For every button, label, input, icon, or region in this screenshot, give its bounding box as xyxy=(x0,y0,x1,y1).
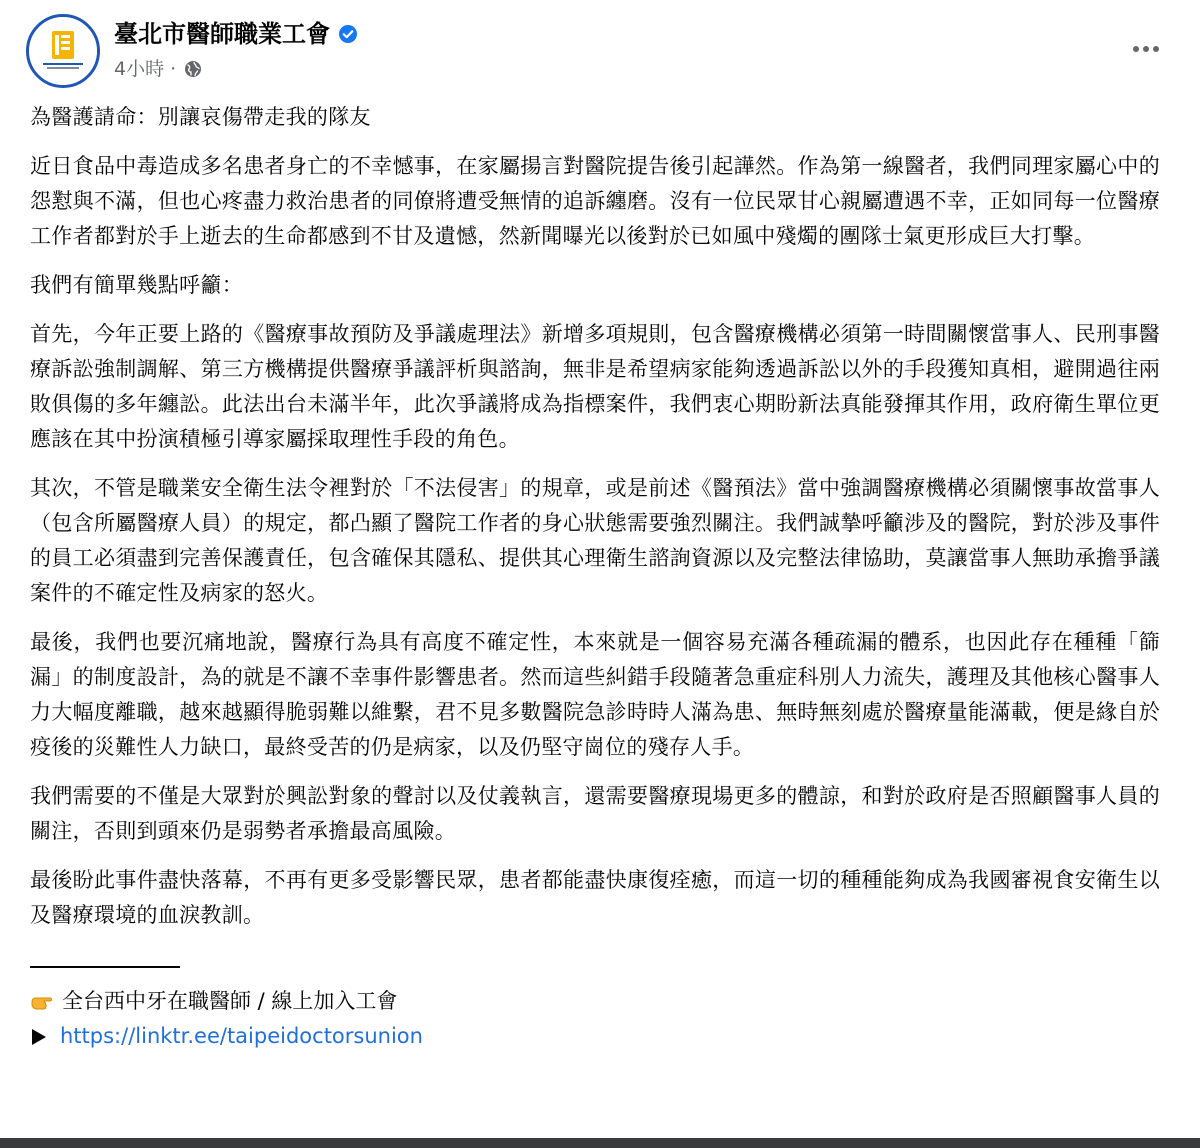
post-paragraph: 我們需要的不僅是大眾對於興訟對象的聲討以及仗義執言，還需要醫療現場更多的體諒，和對於政府是否照顧醫事人員的關注，否則到頭來仍是弱勢者承擔最高風險。 xyxy=(30,784,1160,843)
verified-badge-icon xyxy=(338,24,358,44)
divider-bar xyxy=(30,966,180,968)
post-paragraph: 最後盼此事件盡快落幕，不再有更多受影響民眾，患者都能盡快康復痊癒，而這一切的種種能夠成為我國審視食安衛生以及醫療環境的血淚教訓。 xyxy=(30,868,1160,927)
join-line xyxy=(30,984,1160,1019)
link-line xyxy=(30,1019,1160,1054)
linktree-link[interactable]: https://linktr.ee/taipeidoctorsunion xyxy=(60,1024,423,1048)
more-dot xyxy=(1133,46,1139,52)
post-content xyxy=(30,100,1160,1054)
play-triangle-icon xyxy=(32,1029,46,1045)
join-text: 全台西中牙在職醫師 / 線上加入工會 xyxy=(62,989,398,1013)
post-paragraph: 其次，不管是職業安全衛生法令裡對於「不法侵害」的規章，或是前述《醫預法》當中強調醫療機構必須關懷事故當事人（包含所屬醫療人員）的規定，都凸顯了醫院工作者的身心狀態需要強烈關注。我們誠摯呼籲涉及的醫院，對於涉及事件的員工必須盡到完善保護責任，包含確保其隱私、提供其心理衛生諮詢資源以及完整法律協助，莫讓當事人無助承擔爭議案件的不確定性及病家的怒火。 xyxy=(30,476,1160,605)
more-options-button[interactable] xyxy=(1128,34,1164,64)
post-timestamp[interactable]: 4小時 xyxy=(114,58,165,80)
page-name-link[interactable]: 臺北市醫師職業工會 xyxy=(114,20,330,48)
post-paragraph: 最後，我們也要沉痛地說，醫療行為具有高度不確定性，本來就是一個容易充滿各種疏漏的體系，也因此存在種種「篩漏」的制度設計，為的就是不讓不幸事件影響患者。然而這些糾錯手段隨著急重症科別人力流失，護理及其他核心醫事人力大幅度離職，越來越顯得脆弱難以維繫，君不見多數醫院急診時時人滿為患、無時無刻處於醫療量能滿載，便是緣自於疫後的災難性人力缺口，最終受苦的仍是病家，以及仍堅守崗位的殘存人手。 xyxy=(30,630,1160,759)
more-dot xyxy=(1153,46,1159,52)
pointing-hand-icon xyxy=(30,990,58,1014)
post-paragraph: 我們有簡單幾點呼籲： xyxy=(30,273,243,297)
divider xyxy=(30,949,1160,984)
post-paragraph: 近日食品中毒造成多名患者身亡的不幸憾事，在家屬揚言對醫院提告後引起譁然。作為第一線醫者，我們同理家屬心中的怨懟與不滿，但也心疼盡力救治患者的同僚將遭受無情的追訴纏磨。沒有一位民眾甘心親屬遭遇不幸，正如同每一位醫療工作者都對於手上逝去的生命都感到不甘及遺憾，然新聞曝光以後對於已如風中殘燭的團隊士氣更形成巨大打擊。 xyxy=(30,154,1160,248)
post-meta xyxy=(114,56,202,82)
globe-icon[interactable] xyxy=(184,60,202,78)
more-dot xyxy=(1143,46,1149,52)
page-avatar[interactable] xyxy=(26,14,100,88)
post-paragraph: 首先，今年正要上路的《醫療事故預防及爭議處理法》新增多項規則，包含醫療機構必須第一時間關懷當事人、民刑事醫療訴訟強制調解、第三方機構提供醫療爭議評析與諮詢，無非是希望病家能夠透過訴訟以外的手段獲知真相，避開過往兩敗俱傷的多年纏訟。此法出台未滿半年，此次爭議將成為指標案件，我們衷心期盼新法真能發揮其作用，政府衛生單位更應該在其中扮演積極引導家屬採取理性手段的角色。 xyxy=(30,322,1160,451)
union-logo-icon xyxy=(29,17,97,85)
bottom-edge-bar xyxy=(0,1138,1200,1148)
post-title: 為醫護請命：別讓哀傷帶走我的隊友 xyxy=(30,105,371,129)
meta-separator: · xyxy=(170,58,177,80)
page-name-row xyxy=(114,18,358,50)
